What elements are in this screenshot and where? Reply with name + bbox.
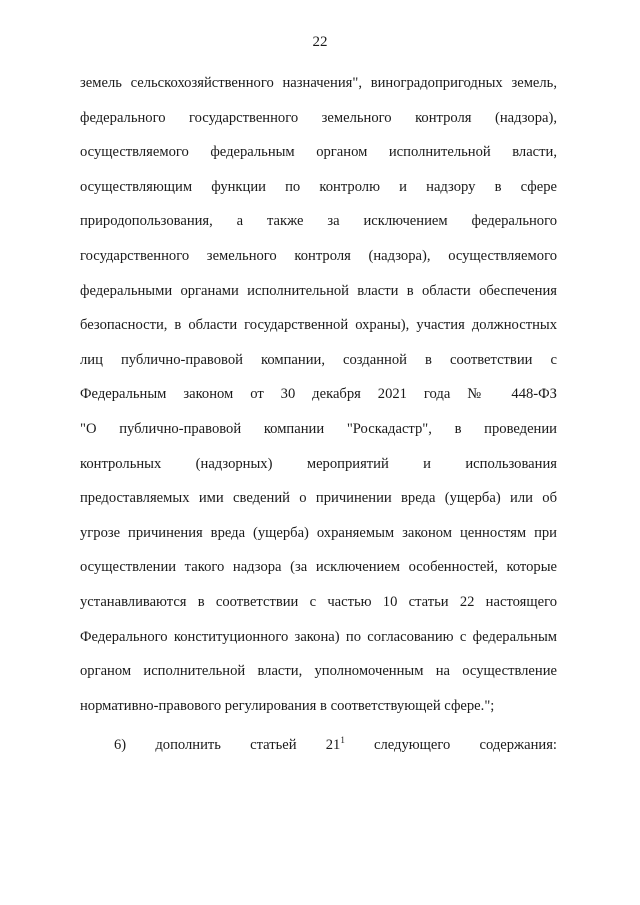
text-line: органом исполнительной власти, уполномоченным на осуществление	[80, 663, 557, 680]
text-line-last: нормативно-правового регулирования в соответствующей сфере.";	[80, 697, 495, 714]
paragraph-body	[80, 66, 557, 723]
text-line: угрозе причинения вреда (ущерба) охраняемым законом ценностям при	[80, 524, 557, 541]
text-line: "О публично-правовой компании "Роскадастр", в проведении	[80, 420, 557, 437]
text-line: контрольных (надзорных) мероприятий и использования	[80, 455, 557, 472]
item-article-superscript: 1	[340, 735, 345, 745]
amendment-item-6	[80, 728, 557, 763]
text-line: Федеральным законом от 30 декабря 2021 года № 448-ФЗ	[80, 386, 557, 403]
text-line: осуществляемого федеральным органом исполнительной власти,	[80, 144, 557, 161]
item-article-number: 21	[325, 737, 341, 753]
text-line: федерального государственного земельного контроля (надзора),	[80, 109, 557, 126]
text-line: осуществляющим функции по контролю и надзору в сфере	[80, 178, 557, 195]
text-line: безопасности, в области государственной охраны), участия должностных	[80, 317, 557, 334]
text-line: осуществлении такого надзора (за исключением особенностей, которые	[80, 559, 557, 576]
text-line: земель сельскохозяйственного назначения", виноградопригодных земель,	[80, 75, 557, 91]
page-number: 22	[312, 34, 328, 50]
item-word-following: следующего	[374, 737, 451, 753]
text-line: природопользования, а также за исключением федерального	[80, 213, 557, 230]
item-word-article: статьей	[250, 737, 297, 753]
item-word-content: содержания:	[479, 737, 557, 753]
text-line: устанавливаются в соответствии с частью 10 статьи 22 настоящего	[80, 593, 557, 610]
text-line: лиц публично-правовой компании, созданной в соответствии с	[80, 351, 557, 368]
text-line: государственного земельного контроля (надзора), осуществляемого	[80, 247, 557, 264]
text-line: федеральными органами исполнительной власти в области обеспечения	[80, 282, 557, 299]
item-number: 6)	[114, 737, 127, 753]
text-line: Федерального конституционного закона) по согласованию с федеральным	[80, 628, 557, 645]
item-word-add: дополнить	[155, 737, 221, 753]
item-article-ref	[326, 737, 345, 753]
text-line: предоставляемых ими сведений о причинении вреда (ущерба) или об	[80, 490, 557, 507]
